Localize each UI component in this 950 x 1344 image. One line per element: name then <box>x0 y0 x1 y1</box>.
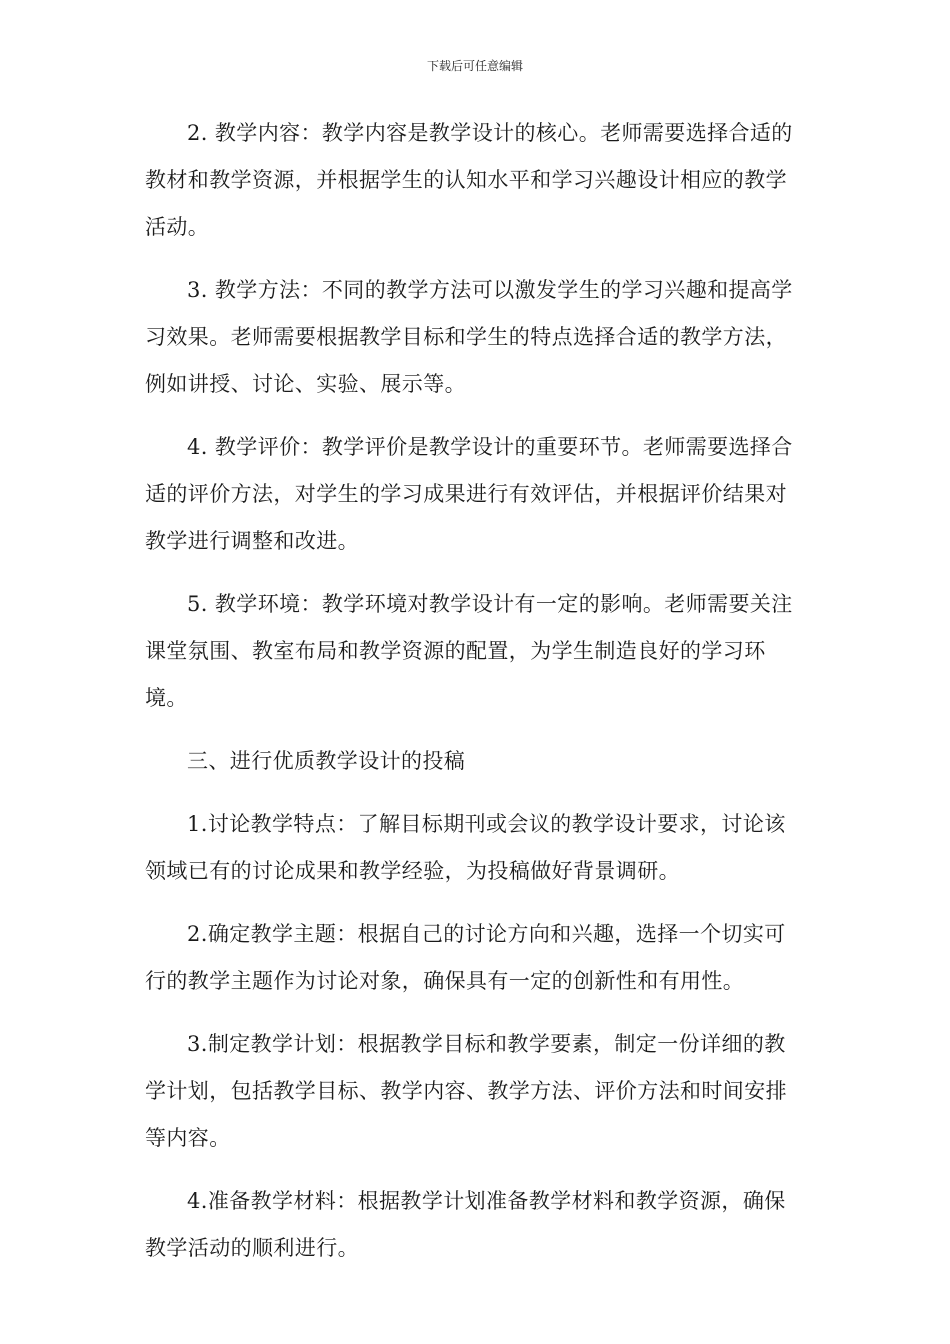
paragraph-teaching-evaluation: 4. 教学评价：教学评价是教学设计的重要环节。老师需要选择合适的评价方法，对学生的学习成果进行有效评估，并根据评价结果对教学进行调整和改进。 <box>145 435 793 553</box>
paragraph-determine-topic: 2.确定教学主题：根据自己的讨论方向和兴趣，选择一个切实可行的教学主题作为讨论对象，确保具有一定的创新性和有用性。 <box>145 922 786 993</box>
paragraph-discuss-features: 1.讨论教学特点：了解目标期刊或会议的教学设计要求，讨论该领域已有的讨论成果和教学经验，为投稿做好背景调研。 <box>145 812 786 883</box>
paragraph-teaching-content: 2. 教学内容：教学内容是教学设计的核心。老师需要选择合适的教材和教学资源，并根据学生的认知水平和学习兴趣设计相应的教学活动。 <box>145 121 793 239</box>
section-heading-submission: 三、进行优质教学设计的投稿 <box>187 749 466 773</box>
paragraph-teaching-method: 3. 教学方法：不同的教学方法可以激发学生的学习兴趣和提高学习效果。老师需要根据教学目标和学生的特点选择合适的教学方法，例如讲授、讨论、实验、展示等。 <box>145 278 793 396</box>
paragraph-prepare-materials: 4.准备教学材料：根据教学计划准备教学材料和教学资源，确保教学活动的顺利进行。 <box>145 1189 786 1260</box>
document-body <box>145 110 807 1288</box>
paragraph-teaching-environment: 5. 教学环境：教学环境对教学设计有一定的影响。老师需要关注课堂氛围、教室布局和教学资源的配置，为学生制造良好的学习环境。 <box>145 592 793 710</box>
page-header: 下载后可任意编辑 <box>426 59 523 73</box>
paragraph-make-plan: 3.制定教学计划：根据教学目标和教学要素，制定一份详细的教学计划，包括教学目标、教学内容、教学方法、评价方法和时间安排等内容。 <box>145 1032 787 1150</box>
